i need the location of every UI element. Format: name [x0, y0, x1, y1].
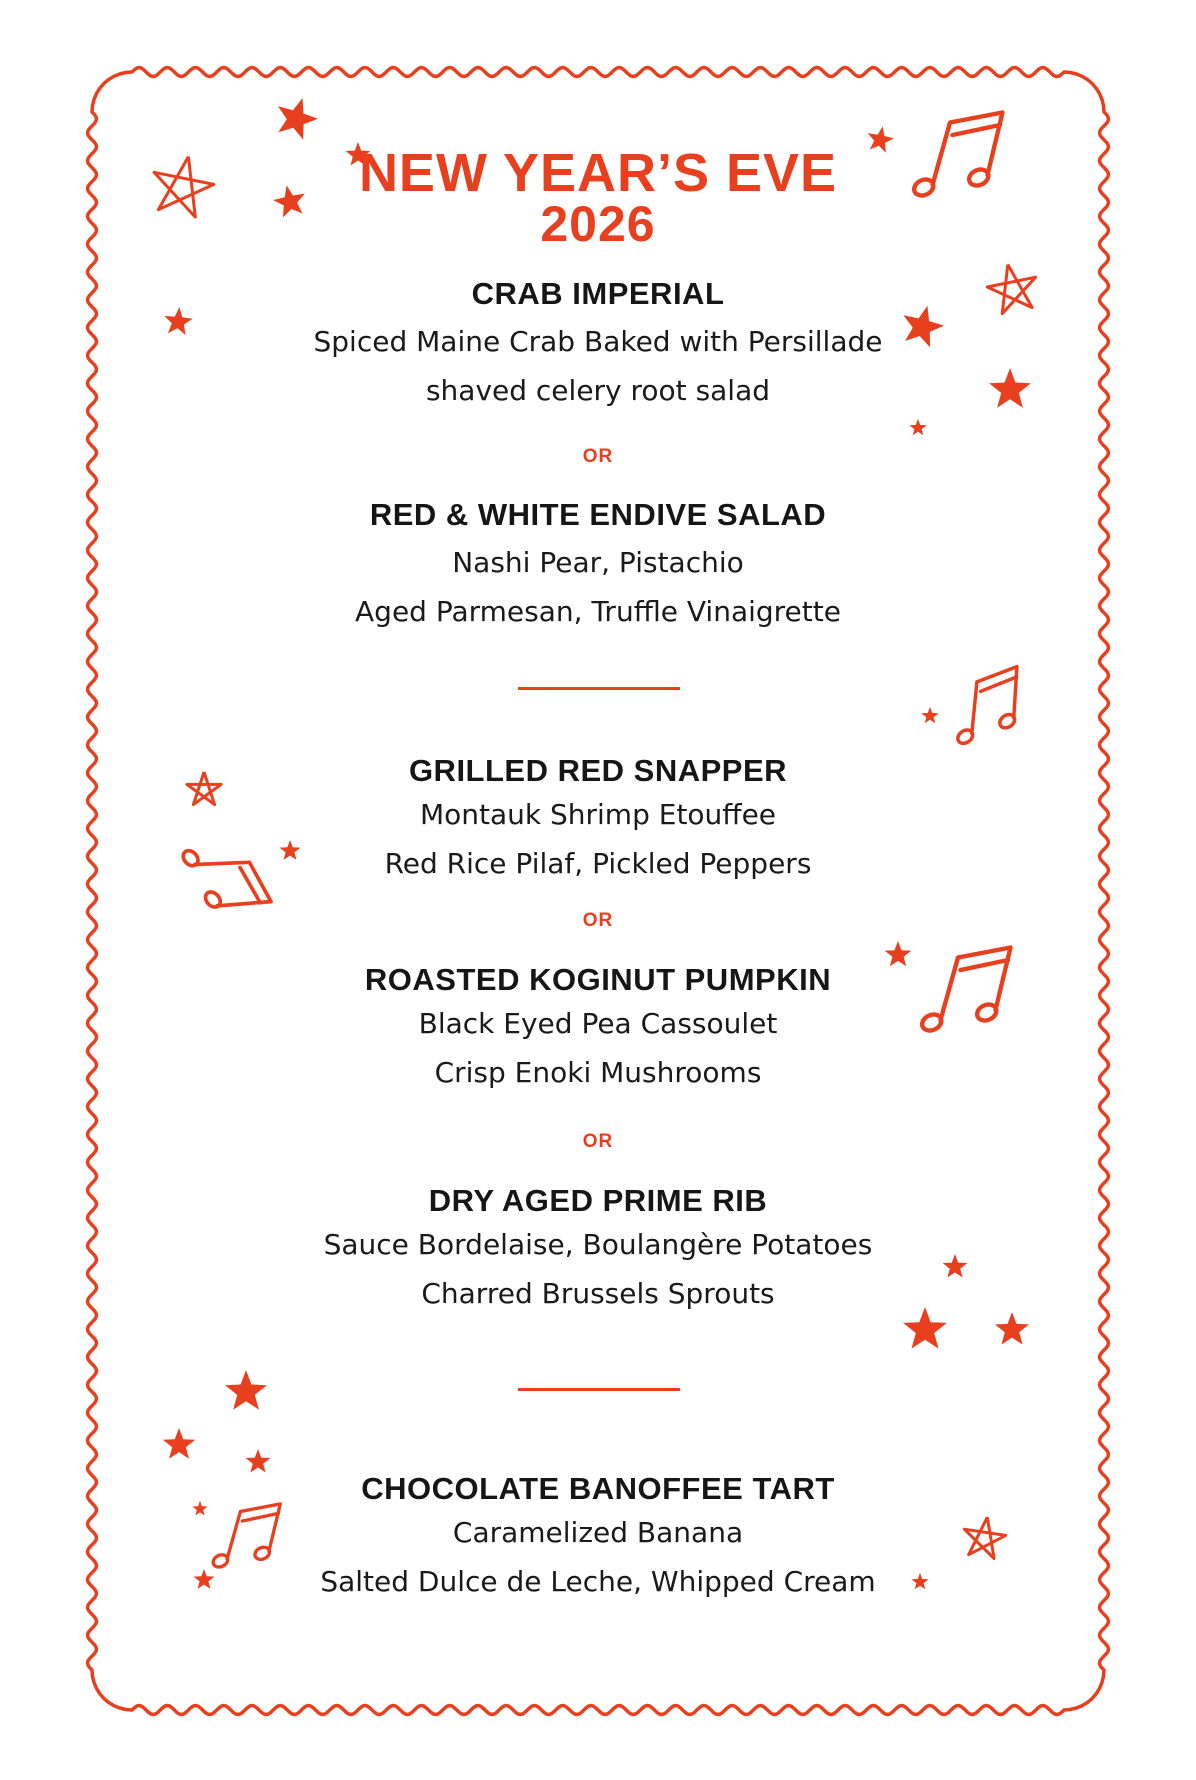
dish-name: ROASTED KOGINUT PUMPKIN	[364, 962, 832, 997]
dish-description-line: Black Eyed Pea Cassoulet	[418, 1007, 778, 1040]
dish-description-line: Crisp Enoki Mushrooms	[434, 1056, 762, 1089]
menu-title: NEW YEAR’S EVE	[358, 143, 838, 203]
dish-description-line: shaved celery root salad	[425, 374, 771, 407]
dish-name: GRILLED RED SNAPPER	[408, 753, 788, 788]
dish-description-line: Nashi Pear, Pistachio	[452, 546, 744, 579]
dish-description-line: Spiced Maine Crab Baked with Persillade	[313, 325, 883, 358]
dish-endive-salad	[0, 496, 1196, 636]
dish-description-line: Sauce Bordelaise, Boulangère Potatoes	[323, 1228, 873, 1261]
dish-description-line: Charred Brussels Sprouts	[421, 1277, 775, 1310]
dish-description-line: Red Rice Pilaf, Pickled Peppers	[384, 847, 812, 880]
dish-name: CRAB IMPERIAL	[471, 276, 725, 311]
or-separator: OR	[582, 1131, 614, 1152]
dish-description-line: Caramelized Banana	[452, 1516, 744, 1549]
menu-year: 2026	[540, 196, 656, 252]
dish-description-line: Salted Dulce de Leche, Whipped Cream	[320, 1565, 876, 1598]
dish-name: DRY AGED PRIME RIB	[428, 1183, 768, 1218]
dish-name: RED & WHITE ENDIVE SALAD	[369, 497, 827, 532]
dish-description-line: Aged Parmesan, Truffle Vinaigrette	[355, 595, 841, 628]
course-divider	[518, 687, 680, 690]
dish-red-snapper	[0, 752, 1196, 888]
or-separator: OR	[582, 910, 614, 931]
dish-crab-imperial	[0, 275, 1196, 415]
or-separator: OR	[582, 446, 614, 467]
dish-name: CHOCOLATE BANOFFEE TART	[361, 1471, 835, 1506]
course-divider	[518, 1388, 680, 1391]
dish-koginut-pumpkin	[0, 961, 1196, 1097]
dish-description-line: Montauk Shrimp Etouffee	[419, 798, 777, 831]
dish-prime-rib	[0, 1182, 1196, 1318]
dish-banoffee-tart	[0, 1470, 1196, 1606]
